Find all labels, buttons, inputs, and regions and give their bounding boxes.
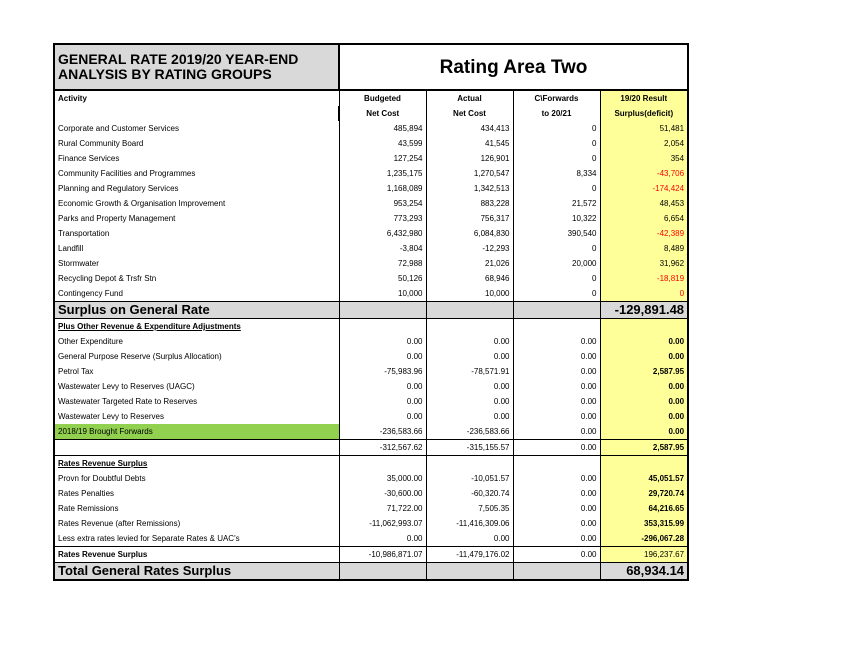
actual-cell: 6,084,830: [426, 226, 513, 241]
budgeted-cell: 0.00: [339, 379, 426, 394]
activity-label: Community Facilities and Programmes: [54, 166, 339, 181]
surplus-general-row: [54, 302, 688, 319]
table-row: [54, 349, 688, 364]
activity-header: Activity: [54, 90, 339, 121]
result-cell: 6,654: [600, 211, 688, 226]
cfwd-cell: 0: [513, 136, 600, 151]
result-cell: 2,587.95: [600, 364, 688, 379]
other-label: Wastewater Targeted Rate to Reserves: [54, 394, 339, 409]
cfwd-cell: 0: [513, 121, 600, 136]
result-cell: -43,706: [600, 166, 688, 181]
actual-cell: 1,270,547: [426, 166, 513, 181]
other-heading: Plus Other Revenue & Expenditure Adjustments: [54, 319, 339, 335]
cfwd-cell: 0.00: [513, 349, 600, 364]
actual-cell: 7,505.35: [426, 501, 513, 516]
other-label: Wastewater Levy to Reserves (UAGC): [54, 379, 339, 394]
other-heading-row: [54, 319, 688, 335]
empty-cell: [339, 319, 426, 335]
budgeted-cell: 485,894: [339, 121, 426, 136]
budgeted-cell: 0.00: [339, 334, 426, 349]
result-cell: 0.00: [600, 424, 688, 440]
rating-area-title: Rating Area Two: [339, 44, 688, 90]
rates-heading-row: [54, 456, 688, 472]
budgeted-cell: 71,722.00: [339, 501, 426, 516]
result-cell: 48,453: [600, 196, 688, 211]
budgeted-cell: 0.00: [339, 394, 426, 409]
empty-cell: [339, 456, 426, 472]
activity-label: Contingency Fund: [54, 286, 339, 302]
cfwd-cell: 0.00: [513, 531, 600, 547]
budgeted-cell: 10,000: [339, 286, 426, 302]
table-row: [54, 409, 688, 424]
result-cell: -174,424: [600, 181, 688, 196]
actual-cell: 0.00: [426, 349, 513, 364]
rating-analysis-table: [53, 43, 689, 581]
cfwd-cell: 0: [513, 271, 600, 286]
table-row: [54, 181, 688, 196]
table-row: [54, 471, 688, 486]
table-row: [54, 286, 688, 302]
budgeted-cell: 127,254: [339, 151, 426, 166]
cfwd-cell: 10,322: [513, 211, 600, 226]
empty-cell: [426, 563, 513, 581]
cfwd-cell: 0.00: [513, 486, 600, 501]
table-row: [54, 136, 688, 151]
actual-cell: 0.00: [426, 394, 513, 409]
rates-total-row: [54, 547, 688, 563]
result-cell: 0.00: [600, 349, 688, 364]
actual-cell: 68,946: [426, 271, 513, 286]
budgeted-cell: 0.00: [339, 349, 426, 364]
rates-heading: Rates Revenue Surplus: [54, 456, 339, 472]
rates-label: Rates Revenue (after Remissions): [54, 516, 339, 531]
activity-label: Recycling Depot & Trsfr Stn: [54, 271, 339, 286]
cfwd-cell: 21,572: [513, 196, 600, 211]
cfwd-cell: 0.00: [513, 516, 600, 531]
other-label: Petrol Tax: [54, 364, 339, 379]
result-cell: -18,819: [600, 271, 688, 286]
table-row: [54, 424, 688, 440]
result-cell: 64,216.65: [600, 501, 688, 516]
actual-cell: 0.00: [426, 409, 513, 424]
cfwd-header-2: to 20/21: [513, 106, 600, 121]
activity-label: Finance Services: [54, 151, 339, 166]
table-row: [54, 379, 688, 394]
table-row: [54, 211, 688, 226]
cfwd-cell: 0.00: [513, 334, 600, 349]
result-header-2: Surplus(deficit): [600, 106, 688, 121]
budgeted-cell: 1,168,089: [339, 181, 426, 196]
other-label: General Purpose Reserve (Surplus Allocation): [54, 349, 339, 364]
result-cell: 0.00: [600, 409, 688, 424]
result-cell: 0.00: [600, 394, 688, 409]
rates-label: Provn for Doubtful Debts: [54, 471, 339, 486]
result-cell: 354: [600, 151, 688, 166]
cfwd-cell: 0: [513, 151, 600, 166]
result-cell: 0.00: [600, 334, 688, 349]
actual-cell: -10,051.57: [426, 471, 513, 486]
rates-label: Rate Remissions: [54, 501, 339, 516]
other-total-actual: -315,155.57: [426, 440, 513, 456]
table-row: [54, 121, 688, 136]
budgeted-cell: 35,000.00: [339, 471, 426, 486]
activity-label: Corporate and Customer Services: [54, 121, 339, 136]
actual-cell: 0.00: [426, 334, 513, 349]
empty-cell: [513, 302, 600, 319]
actual-cell: 756,317: [426, 211, 513, 226]
actual-cell: 1,342,513: [426, 181, 513, 196]
surplus-general-value: -129,891.48: [600, 302, 688, 319]
activity-label: Planning and Regulatory Services: [54, 181, 339, 196]
budgeted-cell: 773,293: [339, 211, 426, 226]
table-row: [54, 196, 688, 211]
cfwd-cell: 0.00: [513, 394, 600, 409]
table-row: [54, 241, 688, 256]
actual-cell: 0.00: [426, 379, 513, 394]
budgeted-cell: 43,599: [339, 136, 426, 151]
other-label: Other Expenditure: [54, 334, 339, 349]
cfwd-cell: 0.00: [513, 501, 600, 516]
actual-cell: -60,320.74: [426, 486, 513, 501]
result-cell: 0: [600, 286, 688, 302]
result-cell: 51,481: [600, 121, 688, 136]
table-row: [54, 516, 688, 531]
table-row: [54, 271, 688, 286]
total-general-value: 68,934.14: [600, 563, 688, 581]
actual-header-1: Actual: [426, 90, 513, 106]
budgeted-cell: 953,254: [339, 196, 426, 211]
cfwd-cell: 0: [513, 241, 600, 256]
actual-cell: 41,545: [426, 136, 513, 151]
total-general-label: Total General Rates Surplus: [54, 563, 339, 581]
empty-cell: [513, 456, 600, 472]
activity-label: Stormwater: [54, 256, 339, 271]
budgeted-cell: 1,235,175: [339, 166, 426, 181]
budgeted-cell: 6,432,980: [339, 226, 426, 241]
result-cell: 29,720.74: [600, 486, 688, 501]
cfwd-cell: 0.00: [513, 424, 600, 440]
budgeted-cell: -3,804: [339, 241, 426, 256]
cfwd-cell: 0.00: [513, 471, 600, 486]
rates-total-cfwd: 0.00: [513, 547, 600, 563]
actual-cell: 0.00: [426, 531, 513, 547]
rates-total-result: 196,237.67: [600, 547, 688, 563]
table-row: [54, 501, 688, 516]
result-cell: 8,489: [600, 241, 688, 256]
cfwd-cell: 0: [513, 286, 600, 302]
budgeted-cell: 0.00: [339, 409, 426, 424]
cfwd-cell: 8,334: [513, 166, 600, 181]
budgeted-cell: 0.00: [339, 531, 426, 547]
table-row: [54, 394, 688, 409]
rates-total-budgeted: -10,986,871.07: [339, 547, 426, 563]
budgeted-cell: -236,583.66: [339, 424, 426, 440]
actual-cell: -236,583.66: [426, 424, 513, 440]
empty-cell: [339, 563, 426, 581]
cfwd-cell: 390,540: [513, 226, 600, 241]
result-cell: -296,067.28: [600, 531, 688, 547]
cfwd-header-1: C\Forwards: [513, 90, 600, 106]
budgeted-cell: 72,988: [339, 256, 426, 271]
surplus-general-label: Surplus on General Rate: [54, 302, 339, 319]
table-row: [54, 364, 688, 379]
table-row: [54, 334, 688, 349]
result-cell: 353,315.99: [600, 516, 688, 531]
actual-cell: 434,413: [426, 121, 513, 136]
empty-cell: [426, 456, 513, 472]
table-row: [54, 486, 688, 501]
result-cell: 0.00: [600, 379, 688, 394]
activity-label: Rural Community Board: [54, 136, 339, 151]
activity-label: Economic Growth & Organisation Improvement: [54, 196, 339, 211]
cfwd-cell: 20,000: [513, 256, 600, 271]
other-label: Wastewater Levy to Reserves: [54, 409, 339, 424]
result-cell: 45,051.57: [600, 471, 688, 486]
table-row: [54, 256, 688, 271]
other-total-cfwd: 0.00: [513, 440, 600, 456]
budgeted-cell: -75,983.96: [339, 364, 426, 379]
empty-cell: [54, 440, 339, 456]
budgeted-cell: -30,600.00: [339, 486, 426, 501]
empty-cell: [426, 319, 513, 335]
table-row: [54, 166, 688, 181]
empty-cell: [513, 563, 600, 581]
rates-label: Less extra rates levied for Separate Rates & UAC's: [54, 531, 339, 547]
budgeted-header-1: Budgeted: [339, 90, 426, 106]
actual-cell: 21,026: [426, 256, 513, 271]
cfwd-cell: 0.00: [513, 409, 600, 424]
other-label: 2018/19 Brought Forwards: [54, 424, 339, 440]
cfwd-cell: 0.00: [513, 379, 600, 394]
rates-total-label: Rates Revenue Surplus: [54, 547, 339, 563]
empty-cell: [513, 319, 600, 335]
rates-label: Rates Penalties: [54, 486, 339, 501]
empty-cell: [600, 319, 688, 335]
budgeted-cell: 50,126: [339, 271, 426, 286]
other-total-row: [54, 440, 688, 456]
actual-cell: -78,571.91: [426, 364, 513, 379]
empty-cell: [600, 456, 688, 472]
empty-cell: [339, 302, 426, 319]
budgeted-cell: -11,062,993.07: [339, 516, 426, 531]
table-row: [54, 151, 688, 166]
table-row: [54, 226, 688, 241]
budgeted-header-2: Net Cost: [339, 106, 426, 121]
cfwd-cell: 0.00: [513, 364, 600, 379]
activity-label: Landfill: [54, 241, 339, 256]
activity-label: Parks and Property Management: [54, 211, 339, 226]
report-title: GENERAL RATE 2019/20 YEAR-END ANALYSIS BY RATING GROUPS: [54, 44, 339, 90]
other-total-result: 2,587.95: [600, 440, 688, 456]
rates-total-actual: -11,479,176.02: [426, 547, 513, 563]
cfwd-cell: 0: [513, 181, 600, 196]
empty-cell: [426, 302, 513, 319]
actual-cell: -12,293: [426, 241, 513, 256]
actual-cell: 126,901: [426, 151, 513, 166]
table-row: [54, 531, 688, 547]
actual-cell: -11,416,309.06: [426, 516, 513, 531]
total-general-row: [54, 563, 688, 581]
result-cell: -42,389: [600, 226, 688, 241]
result-header-1: 19/20 Result: [600, 90, 688, 106]
actual-header-2: Net Cost: [426, 106, 513, 121]
actual-cell: 883,228: [426, 196, 513, 211]
other-total-budgeted: -312,567.62: [339, 440, 426, 456]
result-cell: 31,962: [600, 256, 688, 271]
actual-cell: 10,000: [426, 286, 513, 302]
result-cell: 2,054: [600, 136, 688, 151]
activity-label: Transportation: [54, 226, 339, 241]
